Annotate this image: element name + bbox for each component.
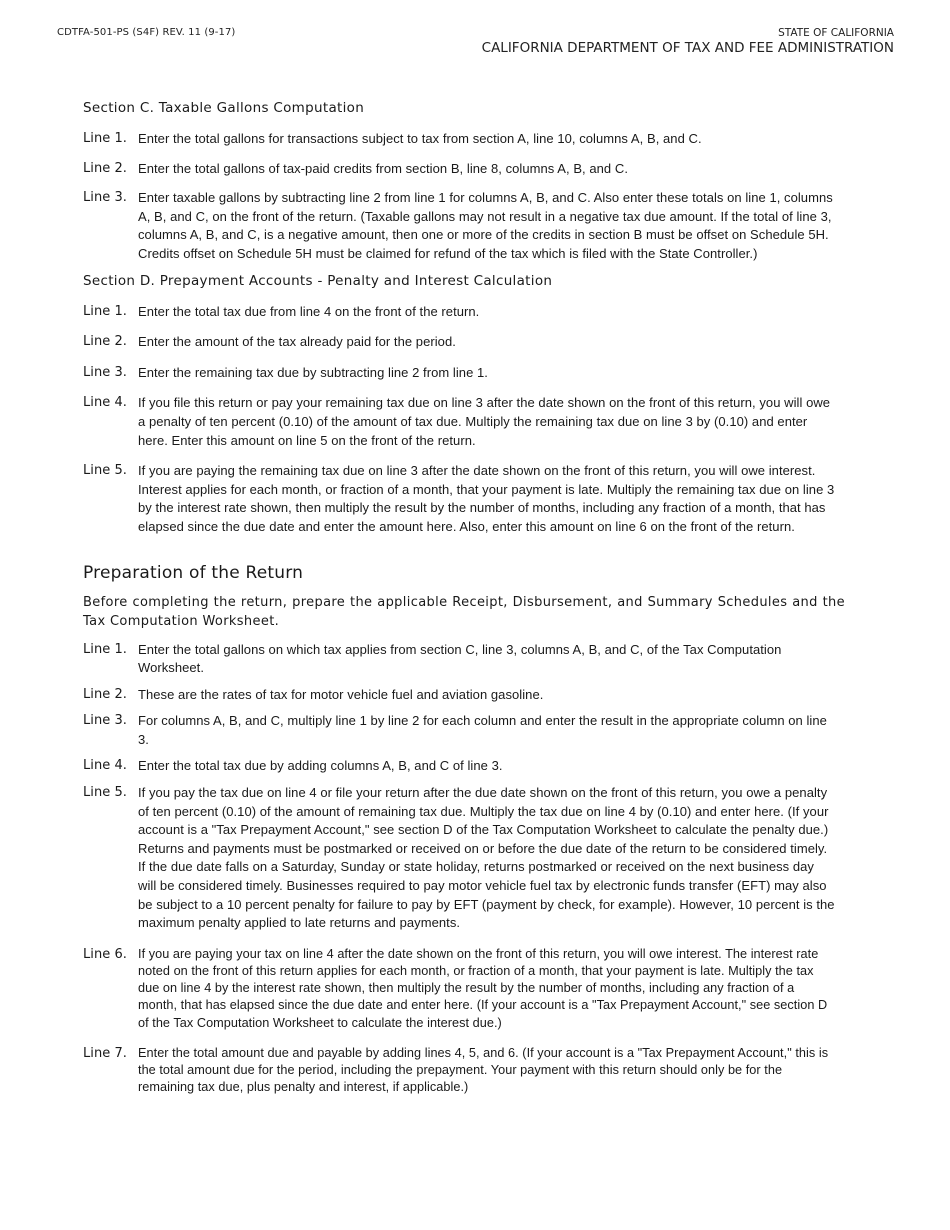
- line-text: These are the rates of tax for motor vehicle fuel and aviation gasoline.: [138, 686, 544, 702]
- line-label: Line 6.: [83, 946, 127, 962]
- preparation-line: [83, 686, 845, 705]
- section-d-line: [83, 394, 845, 450]
- line-label: Line 7.: [83, 1045, 127, 1061]
- preparation-line: [83, 641, 845, 678]
- preparation-section: [83, 561, 845, 1097]
- line-text: If you file this return or pay your remaining tax due on line 3 after the date shown on the front of this return, you will owe a penalty of ten percent (0.10) of the amount of tax due. Multiply the remaining tax due on line 3 by (0.10) and enter here. Enter this amount on line 5 on the front of the return.: [138, 395, 831, 448]
- line-label: Line 3.: [83, 713, 127, 729]
- section-c: [83, 99, 845, 264]
- section-c-heading: Section C. Taxable Gallons Computation: [83, 100, 365, 116]
- line-label: Line 3.: [83, 364, 127, 380]
- preparation-title: Preparation of the Return: [83, 562, 304, 583]
- preparation-line: [83, 712, 845, 749]
- department-name: CALIFORNIA DEPARTMENT OF TAX AND FEE ADMINISTRATION: [481, 40, 894, 56]
- line-label: Line 3.: [83, 190, 127, 206]
- line-text: For columns A, B, and C, multiply line 1 by line 2 for each column and enter the result in the appropriate column on line 3.: [138, 713, 827, 747]
- line-label: Line 1.: [83, 641, 127, 657]
- section-d-line: [83, 333, 845, 352]
- section-d-line: [83, 303, 845, 322]
- preparation-line: [83, 784, 845, 933]
- line-text: Enter the total gallons for transactions subject to tax from section A, line 10, columns A, B, and C.: [138, 131, 702, 146]
- line-text: Enter the total gallons of tax-paid credits from section B, line 8, columns A, B, and C.: [138, 160, 628, 176]
- preparation-intro: Before completing the return, prepare the applicable Receipt, Disbursement, and Summary Schedules and the Tax Computation Worksheet.: [83, 594, 845, 629]
- preparation-line: [83, 946, 845, 1032]
- preparation-line: [83, 1045, 845, 1097]
- line-text: Enter taxable gallons by subtracting line 2 from line 1 for columns A, B, and C. Also enter these totals on line 1, columns A, B, and C, on the front of the return. (Taxable gallons may not result in a negative tax due amount. If the total of line 3, columns A, B, and C, is a negative amount, then one or more of the credits in section B must be offset on Schedule 5H. Credits offset on Schedule 5H must be claimed for refund of the tax which is filed with the State Controller.): [138, 190, 833, 261]
- section-c-line: [83, 130, 845, 149]
- line-label: Line 5.: [83, 463, 127, 479]
- line-text: Enter the total amount due and payable by adding lines 4, 5, and 6. (If your account is a "Tax Prepayment Account," this is the total amount due for the period, including the prepayment. Your payment with this return should only be for the remaining tax due, plus penalty and interest, if applicable.): [138, 1045, 829, 1095]
- line-label: Line 4.: [83, 758, 127, 774]
- line-label: Line 5.: [83, 785, 127, 801]
- section-d-line: [83, 364, 845, 383]
- line-text: Enter the remaining tax due by subtracting line 2 from line 1.: [138, 364, 488, 380]
- agency-header: [482, 26, 894, 57]
- line-text: If you are paying the remaining tax due on line 3 after the date shown on the front of this return, you will owe interest. Interest applies for each month, or fraction of a month, that your payment is late. Multiply the remaining tax due on line 3 by the interest rate shown, then multiply the result by the number of months, including any fraction of a month, that has elapsed since the due date and enter the amount here. Also, enter this amount on line 6 on the front of the return.: [138, 463, 835, 534]
- instructions-body: [83, 99, 845, 1104]
- section-c-line: [83, 189, 845, 263]
- form-id: CDTFA-501-PS (S4F) REV. 11 (9-17): [57, 27, 236, 38]
- line-text: Enter the amount of the tax already paid for the period.: [138, 334, 456, 350]
- section-d-line: [83, 462, 845, 536]
- line-label: Line 4.: [83, 395, 127, 411]
- line-label: Line 1.: [83, 131, 127, 146]
- line-label: Line 2.: [83, 686, 127, 702]
- section-d-heading: Section D. Prepayment Accounts - Penalty and Interest Calculation: [83, 272, 553, 289]
- line-text: If you are paying your tax on line 4 after the date shown on the front of this return, you will owe interest. The interest rate noted on the front of this return applies for each month, or fraction of a month, that your payment is late. Multiply the tax due on line 4 by the interest rate shown, then multiply the result by the number of months, including any fraction of a month, that has elapsed since the due date and enter here. (If your account is a "Tax Prepayment Account," see section D of the Tax Computation Worksheet to calculate the interest due.): [138, 946, 828, 1030]
- line-text: If you pay the tax due on line 4 or file your return after the due date shown on the front of this return, you owe a penalty of ten percent (0.10) of the amount of remaining tax due. Multiply the tax due on line 4 by (0.10) and enter here. (If your account is a "Tax Prepayment Account," see section D of the Tax Computation Worksheet to calculate the penalty due.) Returns and payments must be postmarked or received on or before the due date of the return to be considered timely. If the due date falls on a Saturday, Sunday or state holiday, returns postmarked or received on the next business day will be considered timely. Businesses required to pay motor vehicle fuel tax by electronic funds transfer (EFT) may also be subject to a 10 percent penalty for failure to pay by EFT (payment by check, for example). However, 10 percent is the maximum penalty applied to late returns and payments.: [138, 785, 835, 931]
- line-label: Line 2.: [83, 160, 127, 176]
- line-label: Line 2.: [83, 334, 127, 350]
- line-text: Enter the total tax due by adding columns A, B, and C of line 3.: [138, 758, 503, 774]
- section-c-line: [83, 160, 845, 179]
- state-label: STATE OF CALIFORNIA: [778, 27, 894, 39]
- preparation-line: [83, 757, 845, 776]
- line-label: Line 1.: [83, 303, 127, 319]
- section-d: [83, 272, 845, 537]
- line-text: Enter the total tax due from line 4 on the front of the return.: [138, 303, 480, 319]
- line-text: Enter the total gallons on which tax applies from section C, line 3, columns A, B, and C, of the Tax Computation Worksheet.: [138, 641, 782, 676]
